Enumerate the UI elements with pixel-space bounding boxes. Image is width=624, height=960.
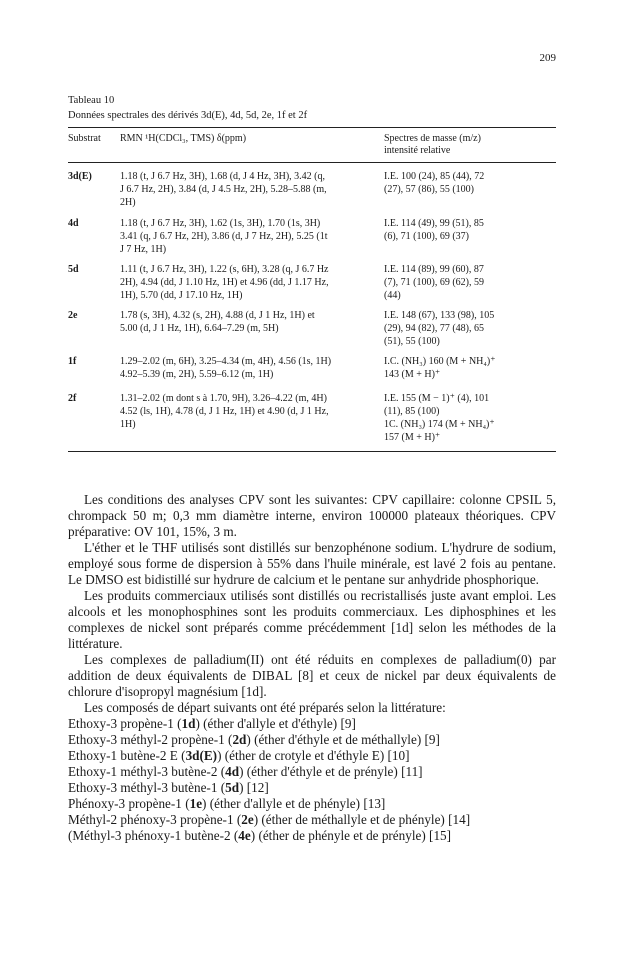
ms-line: I.E. 148 (67), 133 (98), 105 bbox=[384, 310, 495, 321]
paragraph-complexes: Les complexes de palladium(II) ont été réduits en complexes de palladium(0) par addition de deux équivalents de DIBAL [8] et ceux de nickel par deux équivalents de chlorure d'isopropyl magnésium [1d]. bbox=[68, 652, 556, 699]
header-substrat: Substrat bbox=[68, 133, 101, 144]
rmn-line: 2H), 4.94 (dd, J 1.10 Hz, 1H) et 4.96 (dd, J 1.17 Hz, bbox=[120, 277, 329, 288]
paragraph-solvents: L'éther et le THF utilisés sont distillés sur benzophénone sodium. L'hydrure de sodium, employé sous forme de dispersion à 55% dans l'huile minérale, est lavé 2 fois au pentane. Le DMSO est bidistillé sur hydrure de calcium et le pentane sur anhydride phosphorique. bbox=[68, 540, 556, 587]
ms-line: (6), 71 (100), 69 (37) bbox=[384, 231, 469, 242]
rmn-line: 2H) bbox=[120, 197, 136, 208]
ms-line: (51), 55 (100) bbox=[384, 336, 440, 347]
table-bottom-rule bbox=[68, 451, 556, 452]
header-ms-line1: Spectres de masse (m/z) bbox=[384, 133, 481, 144]
cell-substrat: 1f bbox=[68, 356, 77, 367]
ms-line: (44) bbox=[384, 290, 401, 301]
page-number: 209 bbox=[539, 52, 556, 64]
cell-substrat: 2e bbox=[68, 310, 78, 321]
cell-rmn bbox=[120, 309, 376, 335]
cell-rmn bbox=[120, 392, 376, 431]
compound-code: 5d bbox=[225, 780, 240, 795]
ms-line: 143 (M + H)⁺ bbox=[384, 369, 441, 380]
cell-mass-spectrum bbox=[384, 217, 556, 243]
cell-mass-spectrum bbox=[384, 309, 556, 348]
compound-code: 4d bbox=[225, 764, 240, 779]
ms-line: (11), 85 (100) bbox=[384, 406, 440, 417]
ms-line: I.E. 114 (49), 99 (51), 85 bbox=[384, 218, 484, 229]
cell-substrat: 2f bbox=[68, 393, 77, 404]
paragraph-cpv: Les conditions des analyses CPV sont les suivantes: CPV capillaire: colonne CPSIL 5, chrompack 50 m; 0,3 mm diamètre interne, environ 100000 plateaux théoriques. CPV préparative: OV 101, 15%, 3 m. bbox=[68, 492, 556, 539]
cell-mass-spectrum bbox=[384, 170, 556, 196]
table-caption: Données spectrales des dérivés 3d(E), 4d, 5d, 2e, 1f et 2f bbox=[68, 110, 308, 121]
list-item: Ethoxy-3 méthyl-3 butène-1 (5d) [12] bbox=[68, 780, 269, 795]
cell-substrat: 4d bbox=[68, 218, 79, 229]
list-item: Ethoxy-1 butène-2 E (3d(E)) (éther de crotyle et d'éthyle E) [10] bbox=[68, 748, 410, 763]
header-mass-spectra bbox=[384, 133, 556, 157]
cell-rmn bbox=[120, 355, 376, 381]
ms-line: 1C. (NH₃) 174 (M + NH₄)⁺ bbox=[384, 419, 495, 430]
ms-line: I.E. 114 (89), 99 (60), 87 bbox=[384, 264, 484, 275]
ms-line: (29), 94 (82), 77 (48), 65 bbox=[384, 323, 484, 334]
cell-mass-spectrum bbox=[384, 355, 556, 381]
rmn-line: 1.11 (t, J 6.7 Hz, 3H), 1.22 (s, 6H), 3.28 (q, J 6.7 Hz bbox=[120, 264, 329, 275]
list-item: Ethoxy-3 propène-1 (1d) (éther d'allyle et d'éthyle) [9] bbox=[68, 716, 356, 731]
paragraph-commercial: Les produits commerciaux utilisés sont distillés ou recristallisés juste avant emploi. Les alcools et les monophosphines sont les produits commerciaux. Les diphosphines et les complexes de nickel sont préparés comme précédemment [1d] selon les méthodes de la littérature. bbox=[68, 588, 556, 651]
header-rmn: RMN ¹H(CDCl₃, TMS) δ(ppm) bbox=[120, 133, 247, 144]
header-ms-line2: intensité relative bbox=[384, 145, 451, 156]
rmn-line: 4.92–5.39 (m, 2H), 5.59–6.12 (m, 1H) bbox=[120, 369, 274, 380]
ms-line: (7), 71 (100), 69 (62), 59 bbox=[384, 277, 484, 288]
ms-line: 157 (M + H)⁺ bbox=[384, 432, 441, 443]
ms-line: I.C. (NH₃) 160 (M + NH₄)⁺ bbox=[384, 356, 496, 367]
table-title: Tableau 10 bbox=[68, 95, 115, 106]
rmn-line: 4.52 (ls, 1H), 4.78 (d, J 1 Hz, 1H) et 4.90 (d, J 1 Hz, bbox=[120, 406, 329, 417]
compound-code: 3d(E) bbox=[185, 748, 218, 763]
list-item: (Méthyl-3 phénoxy-1 butène-2 (4e) (éther de phényle et de prényle) [15] bbox=[68, 828, 452, 843]
compound-code: 1e bbox=[189, 796, 203, 811]
rmn-line: 3.41 (q, J 6.7 Hz, 2H), 3.86 (d, J 7 Hz, 2H), 5.25 (1t bbox=[120, 231, 328, 242]
starting-compound-list bbox=[68, 716, 556, 844]
rmn-line: 1.18 (t, J 6.7 Hz, 3H), 1.62 (1s, 3H), 1.70 (1s, 3H) bbox=[120, 218, 321, 229]
rmn-line: 1.31–2.02 (m dont s à 1.70, 9H), 3.26–4.22 (m, 4H) bbox=[120, 393, 327, 404]
cell-substrat: 5d bbox=[68, 264, 79, 275]
compound-code: 2d bbox=[232, 732, 247, 747]
cell-substrat: 3d(E) bbox=[68, 171, 92, 182]
rmn-line: 1.29–2.02 (m, 6H), 3.25–4.34 (m, 4H), 4.56 (1s, 1H) bbox=[120, 356, 332, 367]
cell-rmn bbox=[120, 217, 376, 256]
rmn-line: 1.78 (s, 3H), 4.32 (s, 2H), 4.88 (d, J 1 Hz, 1H) et bbox=[120, 310, 315, 321]
rmn-line: 1H), 5.70 (dd, J 17.10 Hz, 1H) bbox=[120, 290, 243, 301]
ms-line: I.E. 155 (M − 1)⁺ (4), 101 bbox=[384, 393, 490, 404]
compound-code: 1d bbox=[181, 716, 196, 731]
compound-code: 2e bbox=[241, 812, 254, 827]
rmn-line: 5.00 (d, J 1 Hz, 1H), 6.64–7.29 (m, 5H) bbox=[120, 323, 279, 334]
cell-rmn bbox=[120, 263, 376, 302]
cell-rmn bbox=[120, 170, 376, 209]
table-header-rule bbox=[68, 162, 556, 163]
list-item: Méthyl-2 phénoxy-3 propène-1 (2e) (éther de méthallyle et de phényle) [14] bbox=[68, 812, 471, 827]
list-item: Ethoxy-1 méthyl-3 butène-2 (4d) (éther d'éthyle et de prényle) [11] bbox=[68, 764, 423, 779]
list-item: Ethoxy-3 méthyl-2 propène-1 (2d) (éther d'éthyle et de méthallyle) [9] bbox=[68, 732, 440, 747]
paragraph-starting-compounds: Les composés de départ suivants ont été préparés selon la littérature: bbox=[84, 700, 446, 715]
rmn-line: 1.18 (t, J 6.7 Hz, 3H), 1.68 (d, J 4 Hz, 3H), 3.42 (q, bbox=[120, 171, 325, 182]
rmn-line: J 6.7 Hz, 2H), 3.84 (d, J 4.5 Hz, 2H), 5.28–5.88 (m, bbox=[120, 184, 327, 195]
list-item: Phénoxy-3 propène-1 (1e) (éther d'allyle et de phényle) [13] bbox=[68, 796, 386, 811]
table-top-rule bbox=[68, 127, 556, 128]
rmn-line: 1H) bbox=[120, 419, 136, 430]
ms-line: I.E. 100 (24), 85 (44), 72 bbox=[384, 171, 485, 182]
ms-line: (27), 57 (86), 55 (100) bbox=[384, 184, 474, 195]
cell-mass-spectrum bbox=[384, 263, 556, 302]
rmn-line: J 7 Hz, 1H) bbox=[120, 244, 167, 255]
body-text bbox=[68, 492, 556, 844]
cell-mass-spectrum bbox=[384, 392, 556, 444]
compound-code: 4e bbox=[238, 828, 251, 843]
